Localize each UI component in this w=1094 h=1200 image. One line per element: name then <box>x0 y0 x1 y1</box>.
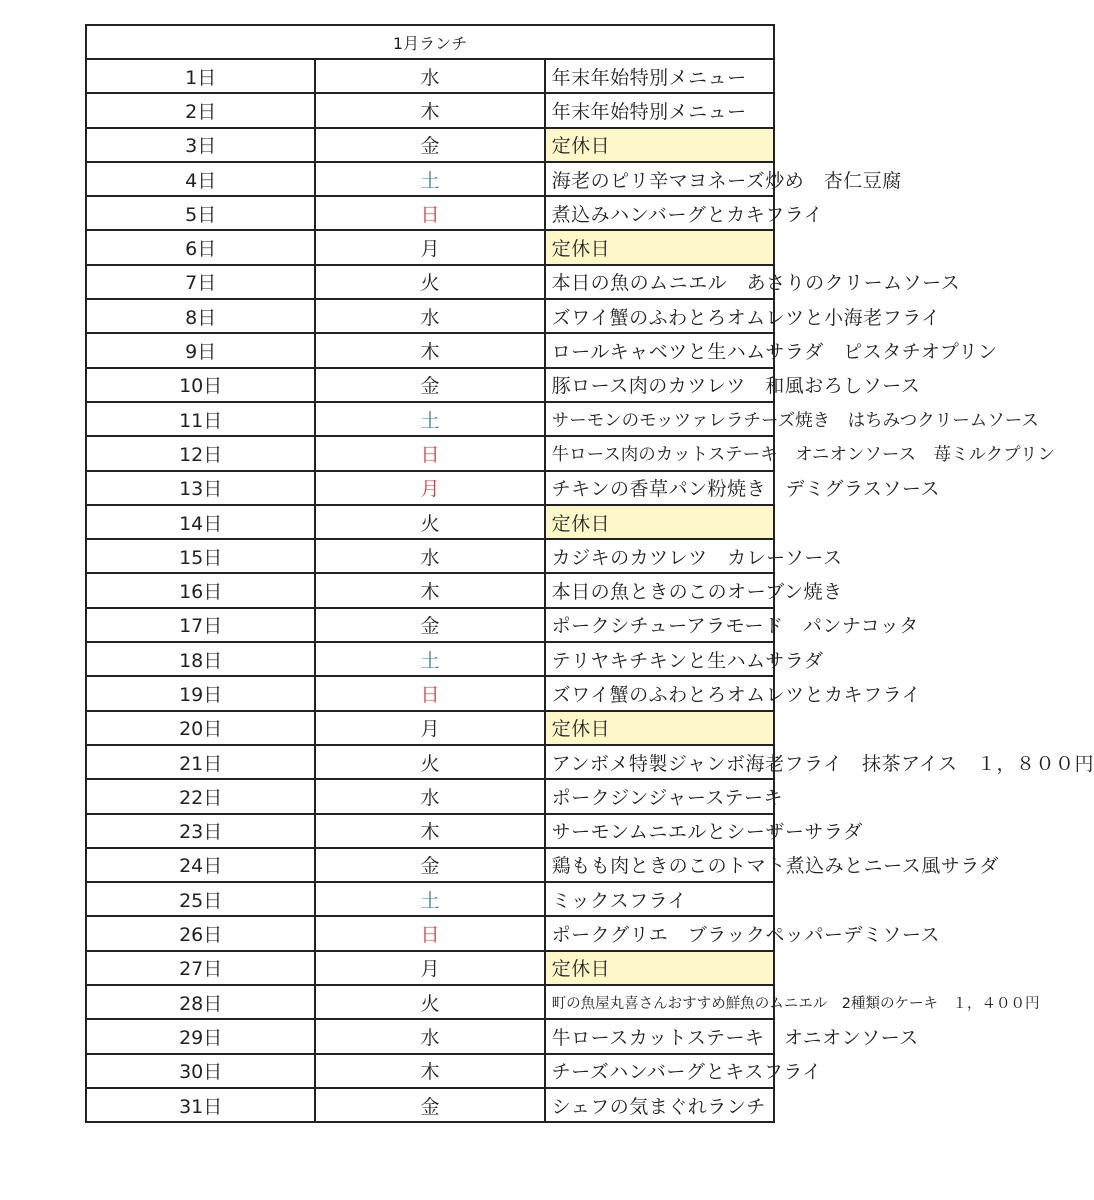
menu-row <box>86 951 774 985</box>
menu-row <box>86 196 774 230</box>
dish-cell: テリヤキチキンと生ハムサラダ <box>545 642 774 676</box>
dish-cell: 年末年始特別メニュー <box>545 59 774 93</box>
weekday-cell: 木 <box>315 814 544 848</box>
weekday-cell: 月 <box>315 471 544 505</box>
weekday-cell: 金 <box>315 848 544 882</box>
weekday-cell: 水 <box>315 299 544 333</box>
menu-row <box>86 1088 774 1122</box>
dish-cell: ポークグリエ ブラックペッパーデミソース <box>545 916 774 950</box>
menu-row <box>86 230 774 264</box>
weekday-cell: 水 <box>315 1019 544 1053</box>
menu-row <box>86 59 774 93</box>
menu-row <box>86 539 774 573</box>
day-cell: 11日 <box>86 402 315 436</box>
day-cell: 13日 <box>86 471 315 505</box>
dish-cell: サーモンムニエルとシーザーサラダ <box>545 814 774 848</box>
menu-row <box>86 642 774 676</box>
menu-row <box>86 128 774 162</box>
menu-row <box>86 573 774 607</box>
weekday-cell: 火 <box>315 265 544 299</box>
day-cell: 7日 <box>86 265 315 299</box>
day-cell: 17日 <box>86 608 315 642</box>
weekday-cell: 日 <box>315 196 544 230</box>
menu-row <box>86 333 774 367</box>
dish-cell: ロールキャベツと生ハムサラダ ピスタチオプリン <box>545 333 774 367</box>
day-cell: 10日 <box>86 368 315 402</box>
menu-row <box>86 93 774 127</box>
dish-cell: 海老のピリ辛マヨネーズ炒め 杏仁豆腐 <box>545 162 774 196</box>
weekday-cell: 火 <box>315 985 544 1019</box>
day-cell: 15日 <box>86 539 315 573</box>
dish-cell: 鶏もも肉ときのこのトマト煮込みとニース風サラダ <box>545 848 774 882</box>
day-cell: 22日 <box>86 779 315 813</box>
menu-row <box>86 985 774 1019</box>
menu-row <box>86 402 774 436</box>
weekday-cell: 日 <box>315 916 544 950</box>
menu-row <box>86 916 774 950</box>
weekday-cell: 金 <box>315 608 544 642</box>
day-cell: 8日 <box>86 299 315 333</box>
weekday-cell: 水 <box>315 59 544 93</box>
weekday-cell: 金 <box>315 368 544 402</box>
weekday-cell: 水 <box>315 539 544 573</box>
day-cell: 27日 <box>86 951 315 985</box>
day-cell: 4日 <box>86 162 315 196</box>
dish-cell: チキンの香草パン粉焼き デミグラスソース <box>545 471 774 505</box>
menu-row <box>86 608 774 642</box>
day-cell: 29日 <box>86 1019 315 1053</box>
dish-cell: 本日の魚のムニエル あさりのクリームソース <box>545 265 774 299</box>
day-cell: 12日 <box>86 436 315 470</box>
dish-cell: 町の魚屋丸喜さんおすすめ鮮魚のムニエル 2種類のケーキ １，４００円 <box>545 985 774 1019</box>
dish-cell: ズワイ蟹のふわとろオムレツとカキフライ <box>545 676 774 710</box>
day-cell: 18日 <box>86 642 315 676</box>
menu-row <box>86 265 774 299</box>
weekday-cell: 木 <box>315 333 544 367</box>
dish-cell: ミックスフライ <box>545 882 774 916</box>
weekday-cell: 木 <box>315 573 544 607</box>
menu-title: 1月ランチ <box>86 25 774 59</box>
weekday-cell: 水 <box>315 779 544 813</box>
dish-cell: チーズハンバーグとキスフライ <box>545 1054 774 1088</box>
weekday-cell: 土 <box>315 162 544 196</box>
menu-row <box>86 814 774 848</box>
day-cell: 6日 <box>86 230 315 264</box>
day-cell: 20日 <box>86 711 315 745</box>
day-cell: 24日 <box>86 848 315 882</box>
dish-cell: カジキのカツレツ カレーソース <box>545 539 774 573</box>
menu-row <box>86 162 774 196</box>
dish-cell: 牛ロースカットステーキ オニオンソース <box>545 1019 774 1053</box>
menu-row <box>86 745 774 779</box>
weekday-cell: 木 <box>315 93 544 127</box>
weekday-cell: 火 <box>315 505 544 539</box>
dish-cell: 豚ロース肉のカツレツ 和風おろしソース <box>545 368 774 402</box>
lunch-menu-table <box>85 24 1094 1123</box>
dish-cell: 定休日 <box>545 711 774 745</box>
weekday-cell: 土 <box>315 882 544 916</box>
dish-cell: サーモンのモッツァレラチーズ焼き はちみつクリームソース <box>545 402 774 436</box>
title-row <box>86 25 774 59</box>
weekday-cell: 火 <box>315 745 544 779</box>
dish-cell: 定休日 <box>545 951 774 985</box>
dish-cell: 定休日 <box>545 128 774 162</box>
day-cell: 5日 <box>86 196 315 230</box>
day-cell: 28日 <box>86 985 315 1019</box>
weekday-cell: 土 <box>315 402 544 436</box>
dish-cell: シェフの気まぐれランチ <box>545 1088 774 1122</box>
day-cell: 9日 <box>86 333 315 367</box>
menu-row <box>86 848 774 882</box>
dish-cell: 煮込みハンバーグとカキフライ <box>545 196 774 230</box>
day-cell: 21日 <box>86 745 315 779</box>
dish-cell: ポークシチューアラモード パンナコッタ <box>545 608 774 642</box>
menu-row <box>86 1054 774 1088</box>
day-cell: 3日 <box>86 128 315 162</box>
weekday-cell: 月 <box>315 711 544 745</box>
dish-cell: 年末年始特別メニュー <box>545 93 774 127</box>
weekday-cell: 月 <box>315 230 544 264</box>
weekday-cell: 日 <box>315 436 544 470</box>
day-cell: 19日 <box>86 676 315 710</box>
menu-row <box>86 676 774 710</box>
menu-row <box>86 436 774 470</box>
dish-cell: 本日の魚ときのこのオーブン焼き <box>545 573 774 607</box>
menu-row <box>86 299 774 333</box>
weekday-cell: 木 <box>315 1054 544 1088</box>
dish-cell: 定休日 <box>545 505 774 539</box>
menu-row <box>86 711 774 745</box>
menu-row <box>86 505 774 539</box>
menu-row <box>86 471 774 505</box>
day-cell: 14日 <box>86 505 315 539</box>
day-cell: 26日 <box>86 916 315 950</box>
dish-cell: ポークジンジャーステーキ <box>545 779 774 813</box>
menu-row <box>86 882 774 916</box>
weekday-cell: 日 <box>315 676 544 710</box>
weekday-cell: 土 <box>315 642 544 676</box>
dish-cell: ズワイ蟹のふわとろオムレツと小海老フライ <box>545 299 774 333</box>
dish-cell: 定休日 <box>545 230 774 264</box>
weekday-cell: 金 <box>315 1088 544 1122</box>
weekday-cell: 金 <box>315 128 544 162</box>
day-cell: 16日 <box>86 573 315 607</box>
day-cell: 2日 <box>86 93 315 127</box>
day-cell: 30日 <box>86 1054 315 1088</box>
day-cell: 23日 <box>86 814 315 848</box>
weekday-cell: 月 <box>315 951 544 985</box>
dish-cell: 牛ロース肉のカットステーキ オニオンソース 苺ミルクプリン <box>545 436 774 470</box>
day-cell: 25日 <box>86 882 315 916</box>
menu-row <box>86 1019 774 1053</box>
day-cell: 31日 <box>86 1088 315 1122</box>
menu-row <box>86 368 774 402</box>
menu-row <box>86 779 774 813</box>
dish-cell: アンボメ特製ジャンボ海老フライ 抹茶アイス １，８００円 <box>545 745 774 779</box>
day-cell: 1日 <box>86 59 315 93</box>
